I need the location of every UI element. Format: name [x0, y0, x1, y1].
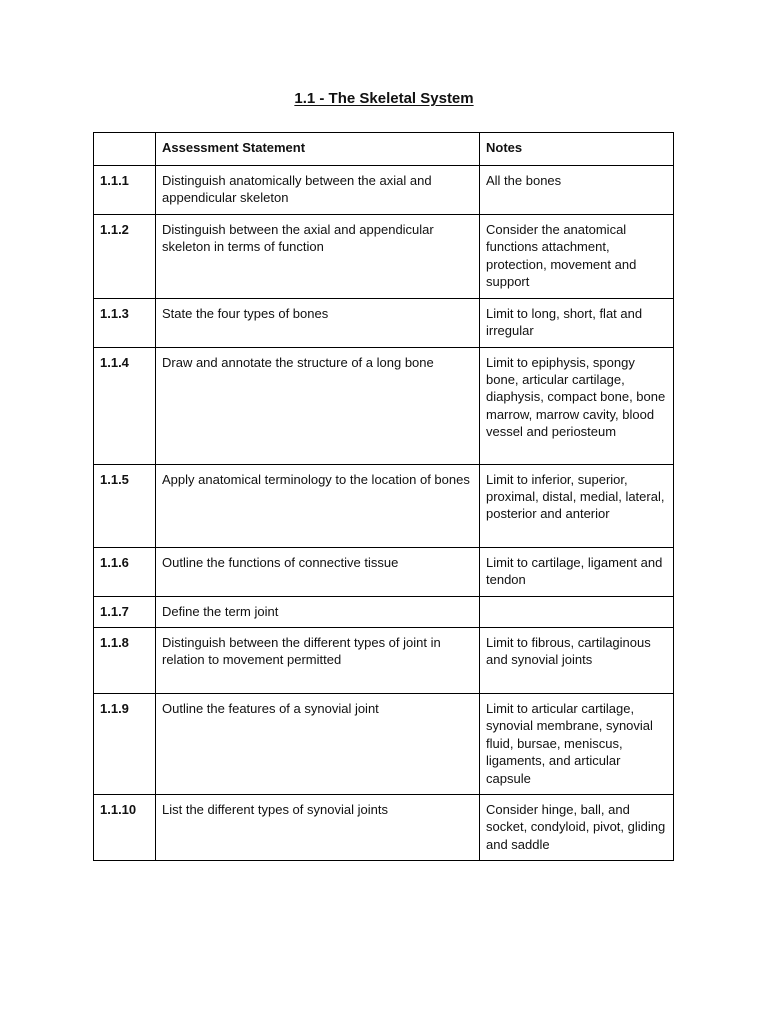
table-row [94, 464, 674, 547]
row-statement: Define the term joint [156, 596, 480, 627]
table-row [94, 166, 674, 215]
row-code: 1.1.5 [94, 464, 156, 547]
table-header-row [94, 133, 674, 166]
table-row [94, 347, 674, 464]
row-statement: Apply anatomical terminology to the location of bones [156, 464, 480, 547]
row-code: 1.1.10 [94, 795, 156, 861]
row-code: 1.1.9 [94, 694, 156, 795]
table-row [94, 694, 674, 795]
table-row [94, 628, 674, 694]
row-notes [480, 596, 674, 627]
row-statement: Distinguish between the axial and appendicular skeleton in terms of function [156, 214, 480, 298]
table-row [94, 795, 674, 861]
row-statement: Distinguish between the different types of joint in relation to movement permitted [156, 628, 480, 694]
row-notes: Consider hinge, ball, and socket, condyloid, pivot, gliding and saddle [480, 795, 674, 861]
row-notes: Limit to epiphysis, spongy bone, articular cartilage, diaphysis, compact bone, bone marrow, marrow cavity, blood vessel and periosteum [480, 347, 674, 464]
row-notes: Limit to fibrous, cartilaginous and synovial joints [480, 628, 674, 694]
assessment-table [93, 132, 674, 861]
row-notes: Limit to long, short, flat and irregular [480, 298, 674, 347]
row-notes: Consider the anatomical functions attachment, protection, movement and support [480, 214, 674, 298]
row-statement: Draw and annotate the structure of a long bone [156, 347, 480, 464]
row-code: 1.1.4 [94, 347, 156, 464]
table-row [94, 298, 674, 347]
row-notes: Limit to articular cartilage, synovial membrane, synovial fluid, bursae, meniscus, ligaments, and articular capsule [480, 694, 674, 795]
header-notes: Notes [480, 133, 674, 166]
header-assessment-statement: Assessment Statement [156, 133, 480, 166]
row-code: 1.1.6 [94, 547, 156, 596]
row-code: 1.1.8 [94, 628, 156, 694]
header-code [94, 133, 156, 166]
row-statement: State the four types of bones [156, 298, 480, 347]
row-notes: All the bones [480, 166, 674, 215]
table-row [94, 547, 674, 596]
row-statement: Outline the functions of connective tissue [156, 547, 480, 596]
row-statement: Outline the features of a synovial joint [156, 694, 480, 795]
row-statement: List the different types of synovial joints [156, 795, 480, 861]
row-code: 1.1.2 [94, 214, 156, 298]
page-title: 1.1 - The Skeletal System [294, 90, 474, 107]
row-code: 1.1.3 [94, 298, 156, 347]
row-notes: Limit to inferior, superior, proximal, distal, medial, lateral, posterior and anterior [480, 464, 674, 547]
row-code: 1.1.1 [94, 166, 156, 215]
row-statement: Distinguish anatomically between the axial and appendicular skeleton [156, 166, 480, 215]
table-row [94, 596, 674, 627]
row-notes: Limit to cartilage, ligament and tendon [480, 547, 674, 596]
row-code: 1.1.7 [94, 596, 156, 627]
table-row [94, 214, 674, 298]
